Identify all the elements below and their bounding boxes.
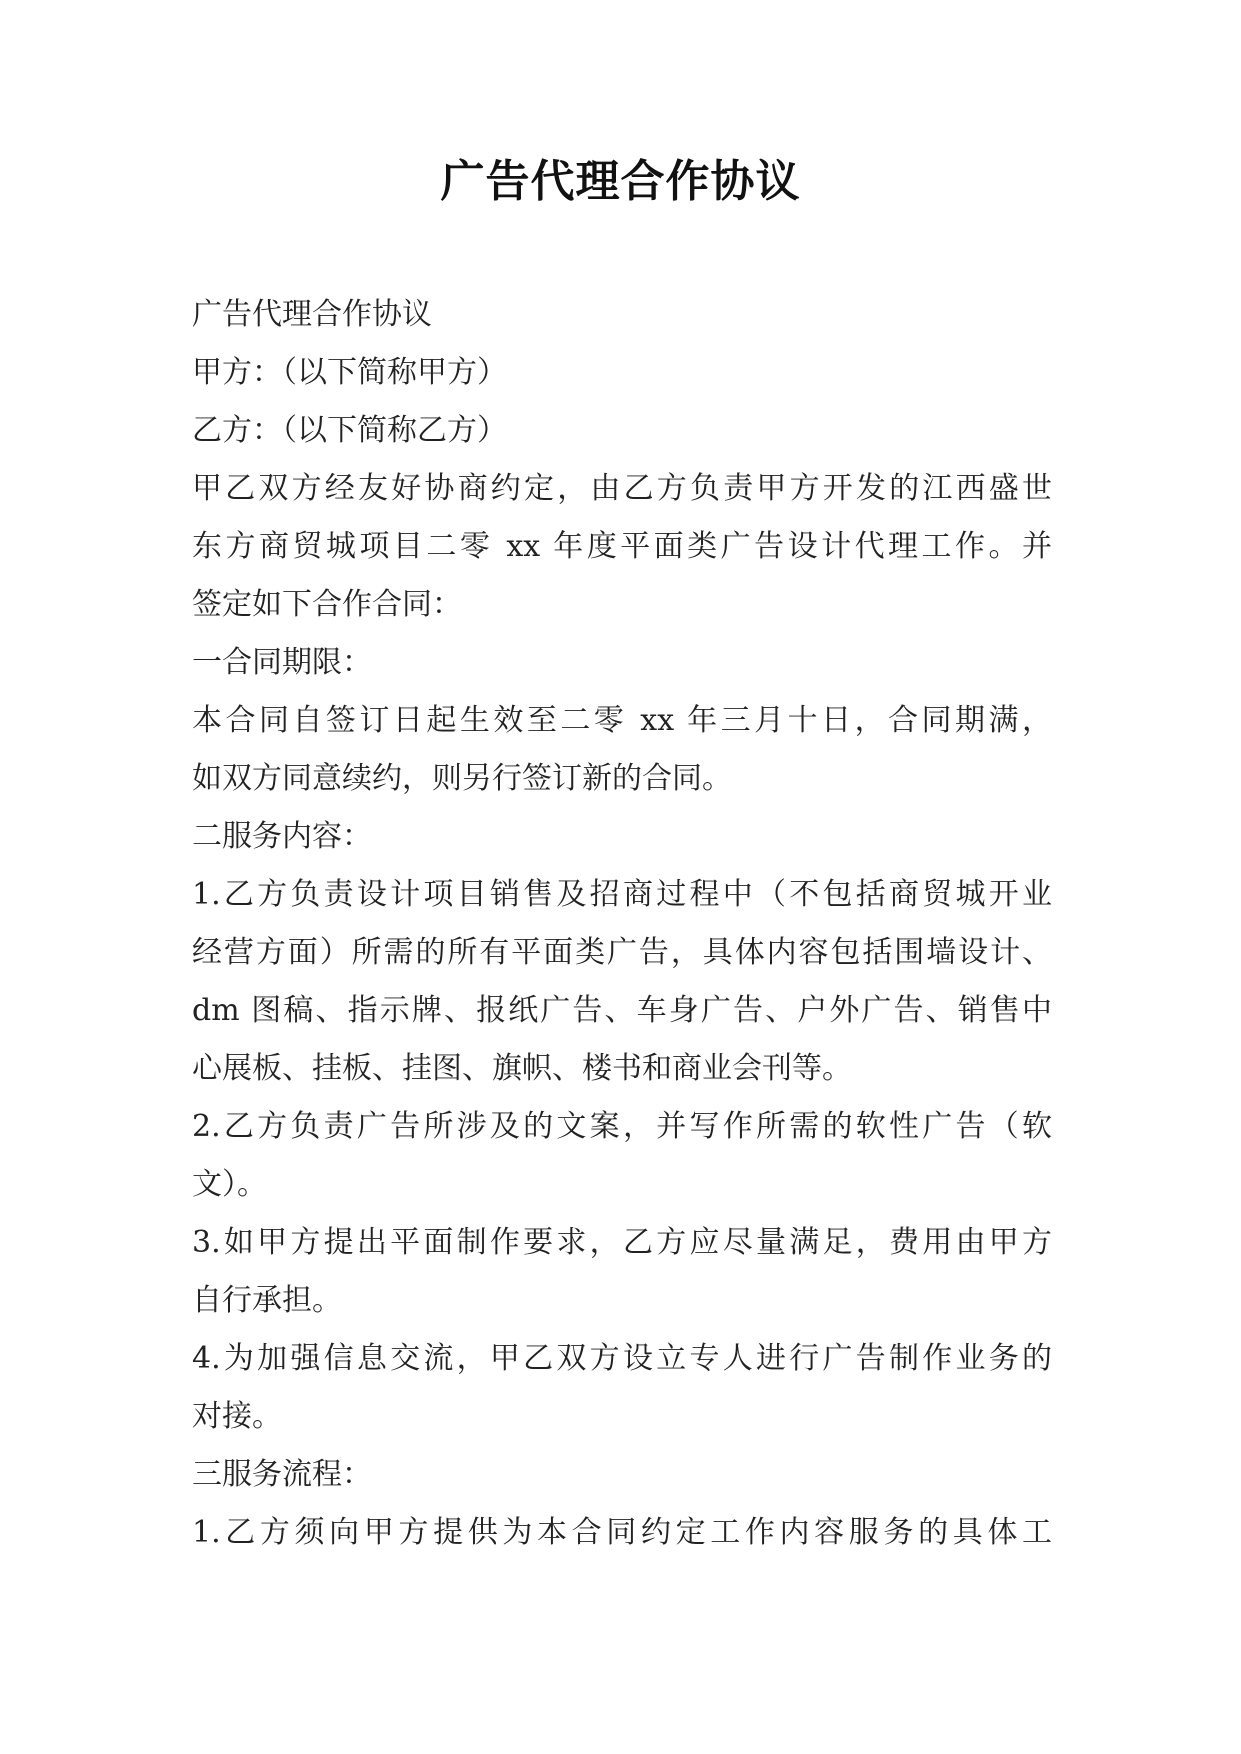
body-line: 二服务内容： bbox=[192, 819, 372, 854]
body-line: 对接。 bbox=[192, 1399, 282, 1434]
body-line: 甲乙双方经友好协商约定，由乙方负责甲方开发的江西盛世 bbox=[192, 471, 1052, 506]
body-line: 乙方：（以下简称乙方） bbox=[192, 413, 507, 448]
body-line: 自行承担。 bbox=[192, 1283, 342, 1318]
body-line: 心展板、挂板、挂图、旗帜、楼书和商业会刊等。 bbox=[192, 1051, 852, 1086]
body-line: 3.如甲方提出平面制作要求，乙方应尽量满足，费用由甲方 bbox=[192, 1225, 1052, 1260]
body-line: 1.乙方负责设计项目销售及招商过程中（不包括商贸城开业 bbox=[192, 877, 1052, 912]
body-line: 广告代理合作协议 bbox=[192, 297, 432, 332]
document-body bbox=[192, 286, 1052, 1562]
body-line: 如双方同意续约，则另行签订新的合同。 bbox=[192, 761, 732, 796]
body-line: 三服务流程： bbox=[192, 1457, 372, 1492]
body-line: 文）。 bbox=[192, 1167, 267, 1202]
body-line: 一合同期限： bbox=[192, 645, 372, 680]
body-line: 东方商贸城项目二零 xx 年度平面类广告设计代理工作。并 bbox=[192, 529, 1052, 564]
body-line: 2.乙方负责广告所涉及的文案，并写作所需的软性广告（软 bbox=[192, 1109, 1052, 1144]
body-line: 甲方：（以下简称甲方） bbox=[192, 355, 507, 390]
body-line: 4.为加强信息交流，甲乙双方设立专人进行广告制作业务的 bbox=[192, 1341, 1052, 1376]
document-title: 广告代理合作协议 bbox=[440, 156, 801, 207]
body-line: 签定如下合作合同： bbox=[192, 587, 462, 622]
body-line: 本合同自签订日起生效至二零 xx 年三月十日，合同期满， bbox=[192, 703, 1052, 738]
body-line: 经营方面）所需的所有平面类广告，具体内容包括围墙设计、 bbox=[192, 935, 1052, 970]
body-line: 1.乙方须向甲方提供为本合同约定工作内容服务的具体工 bbox=[192, 1515, 1052, 1550]
body-line: dm 图稿、指示牌、报纸广告、车身广告、户外广告、销售中 bbox=[192, 993, 1052, 1028]
